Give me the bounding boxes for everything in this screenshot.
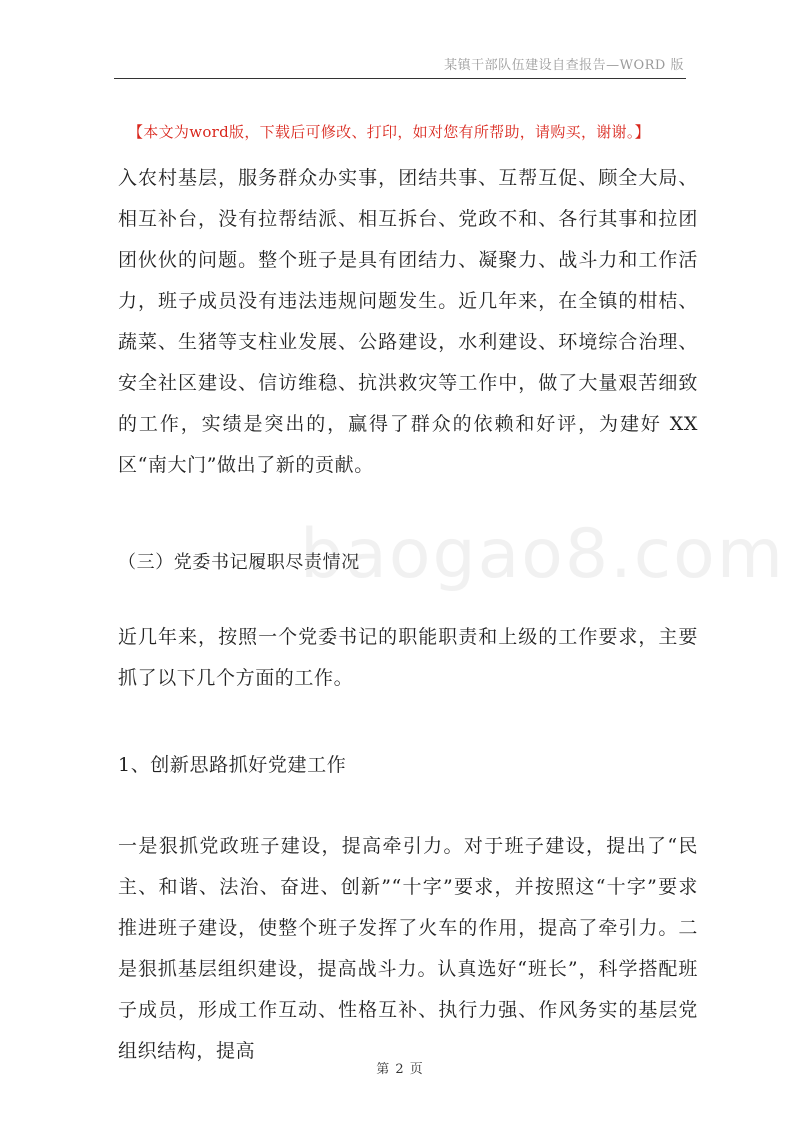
section-heading-3: （三）党委书记履职尽责情况 <box>118 552 360 573</box>
body-paragraph-3: 一是狠抓党政班子建设，提高牵引力。对于班子建设，提出了“民主、和谐、法治、奋进、创新”“十字”要求，并按照这“十字”要求推进班子建设，使整个班子发挥了火车的作用，提高了牵引力。二是狠抓基层组织建设，提高战斗力。认真选好“班长”，科学搭配班子成员，形成工作互动、性格互补、执行力强、作风务实的基层党组织结构，提高 <box>118 835 698 1062</box>
page-number: 第 2 页 <box>376 1062 424 1077</box>
subsection-heading-1: 1、创新思路抓好党建工作 <box>118 754 347 776</box>
site-watermark: baogao8.com <box>300 515 785 594</box>
header-divider <box>114 78 686 79</box>
document-header-title: 某镇干部队伍建设自查报告—WORD 版 <box>444 58 684 73</box>
body-paragraph-2: 近几年来，按照一个党委书记的职能职责和上级的工作要求，主要抓了以下几个方面的工作。 <box>118 626 698 689</box>
body-paragraph-1: 入农村基层，服务群众办实事，团结共事、互帮互促、顾全大局、相互补台，没有拉帮结派、相互拆台、党政不和、各行其事和拉团团伙伙的问题。整个班子是具有团结力、凝聚力、战斗力和工作活力，班子成员没有违法违规问题发生。近几年来，在全镇的柑桔、蔬菜、生猪等支柱业发展、公路建设，水利建设、环境综合治理、安全社区建设、信访维稳、抗洪救灾等工作中，做了大量艰苦细致的工作，实绩是突出的，赢得了群众的依赖和好评，为建好 XX 区“南大门”做出了新的贡献。 <box>118 167 698 476</box>
purchase-notice: 【本文为word版，下载后可修改、打印，如对您有所帮助，请购买，谢谢。】 <box>128 123 650 141</box>
